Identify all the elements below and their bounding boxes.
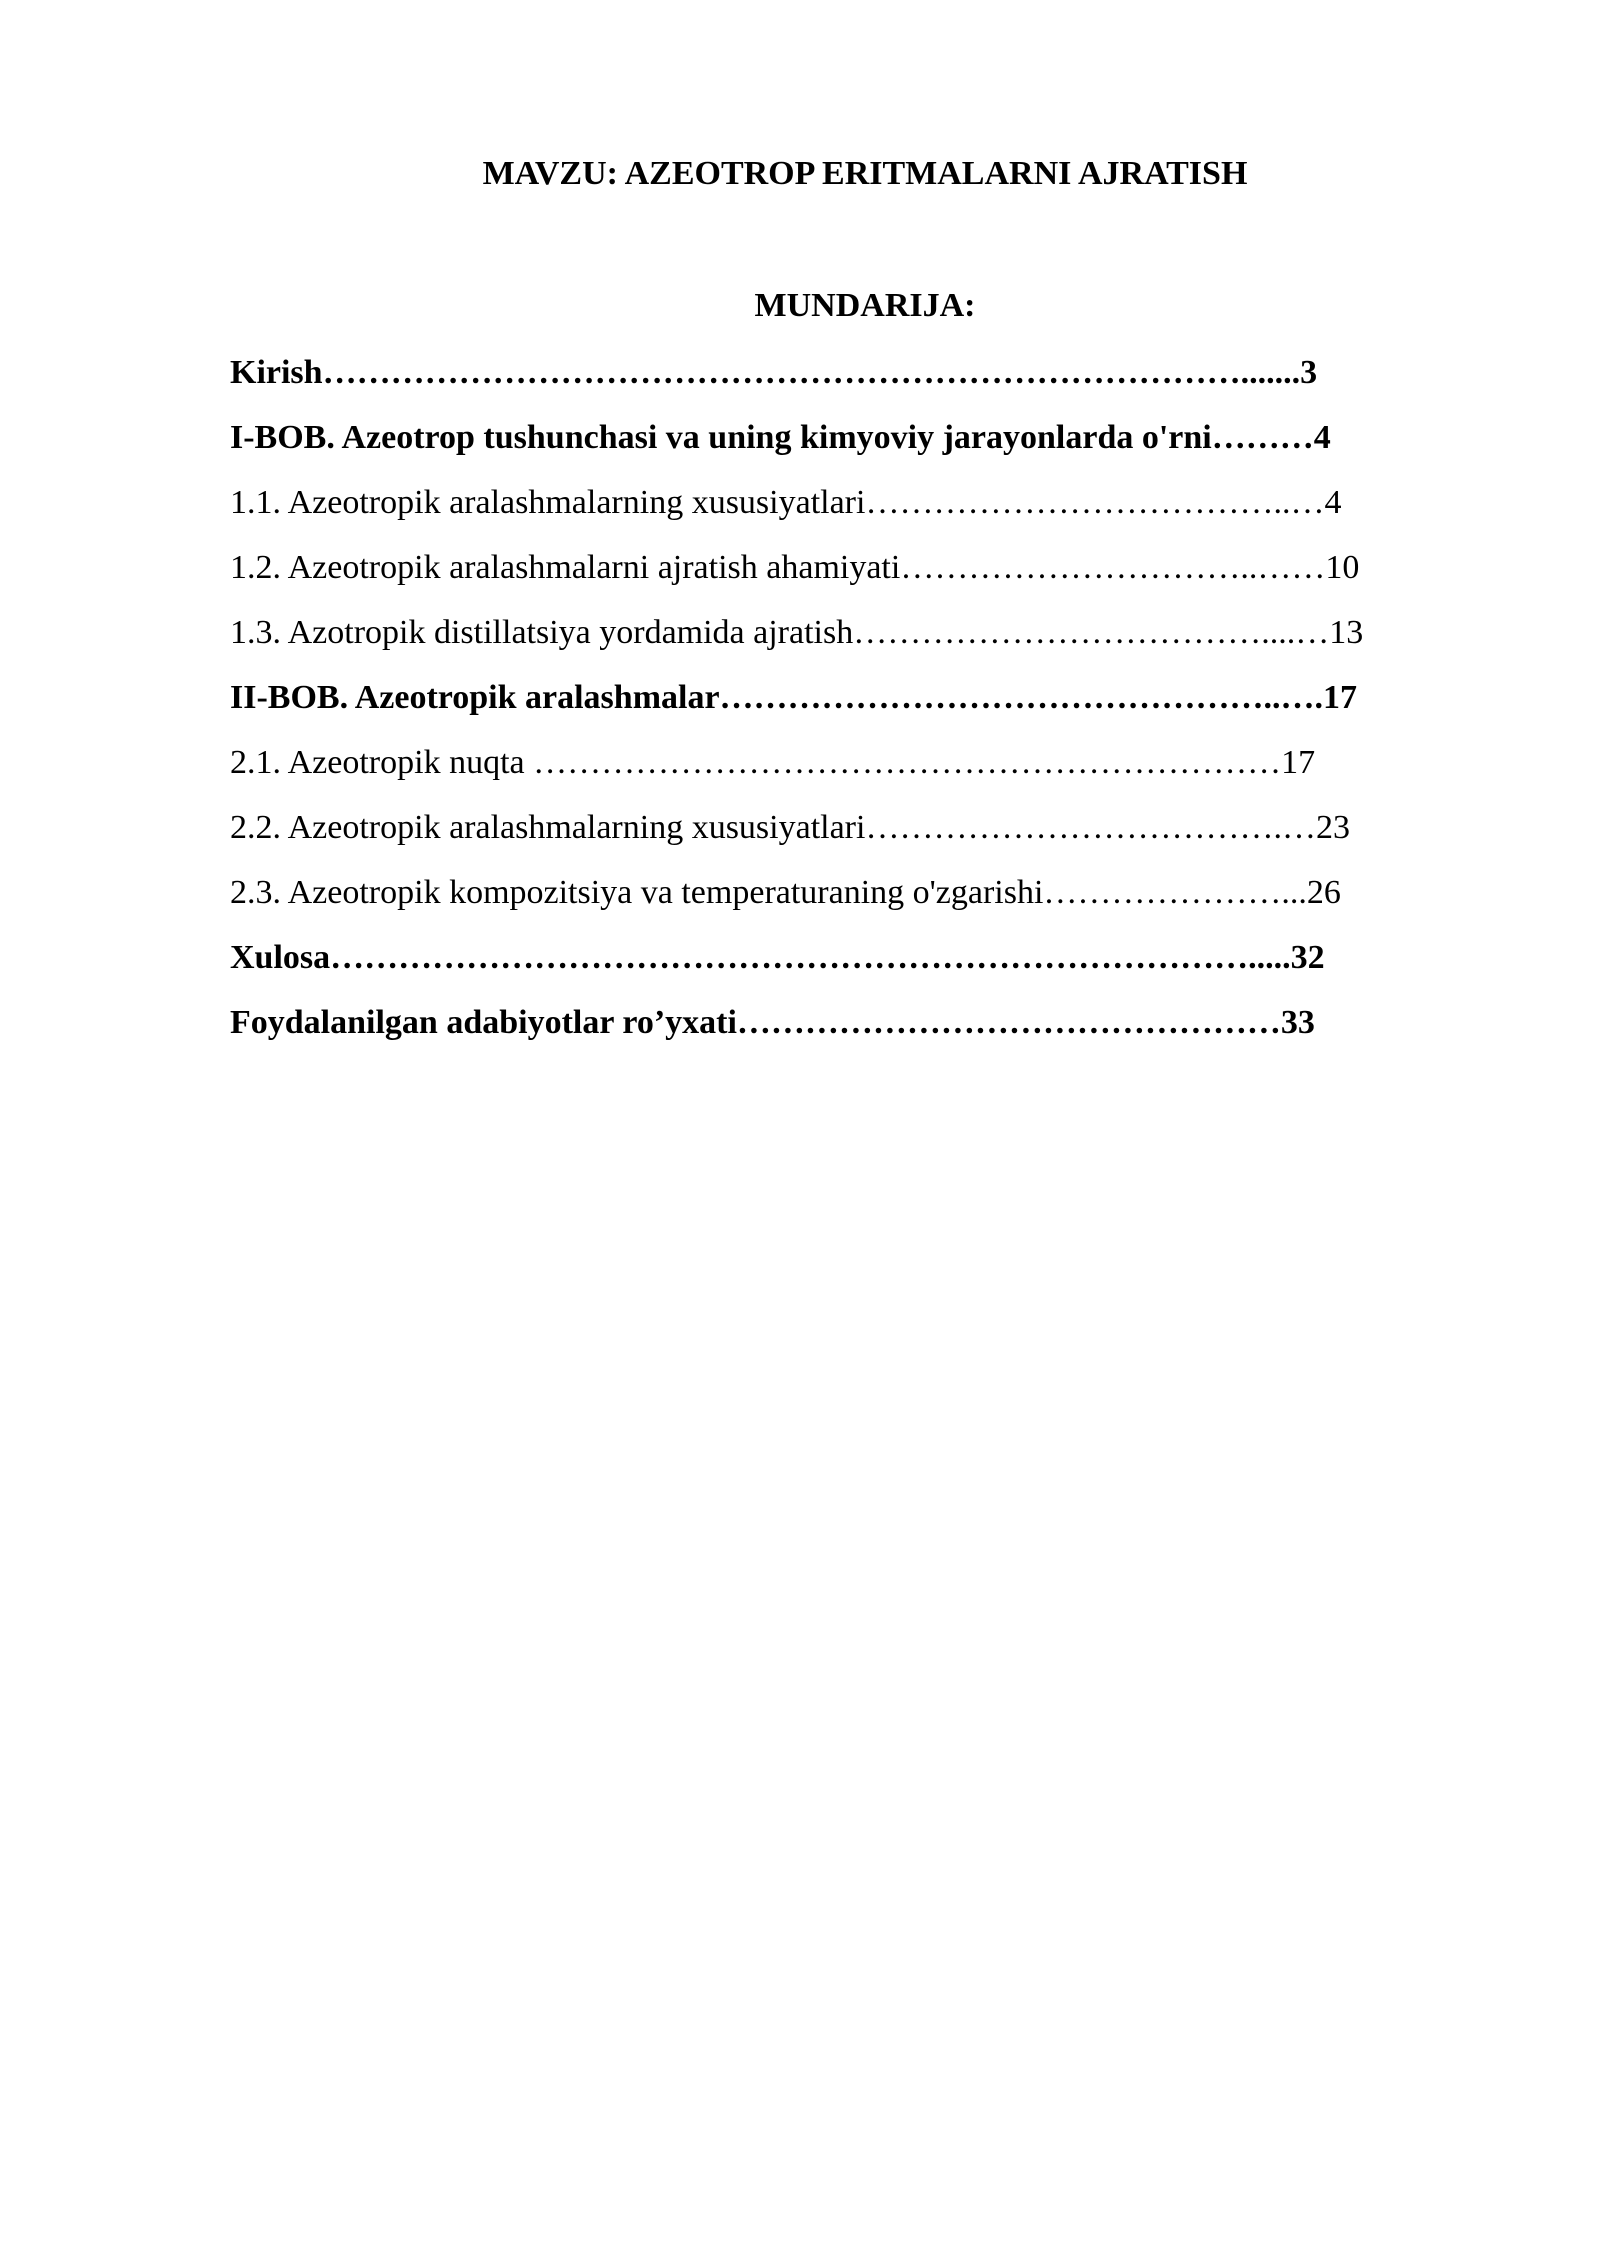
toc-entry-section-2-3: 2.3. Azeotropik kompozitsiya va temperaturaning o'zgarishi…………………...26 (230, 874, 1341, 911)
toc-entry-section-1-1: 1.1. Azeotropik aralashmalarning xususiyatlari………………………………..…4 (230, 484, 1342, 521)
toc-entry-chapter-1: I-BOB. Azeotrop tushunchasi va uning kimyoviy jarayonlarda o'rni………4 (230, 419, 1331, 456)
toc-entry-section-2-2: 2.2. Azeotropik aralashmalarning xususiyatlari……………………………….…23 (230, 809, 1350, 846)
toc-entry-chapter-2: II-BOB. Azeotropik aralashmalar…………………………………………..….17 (230, 679, 1358, 716)
toc-heading: MUNDARIJA: (754, 287, 976, 324)
toc-entry-kirish: Kirish……………………………………………………………………….......3 (230, 354, 1318, 391)
toc-entry-references: Foydalanilgan adabiyotlar ro’yxati…………………………………………33 (230, 1004, 1315, 1041)
toc-entry-xulosa: Xulosa……………………………………………………………………….....32 (230, 939, 1325, 976)
toc-entry-section-1-3: 1.3. Azotropik distillatsiya yordamida ajratish………………………………....…13 (230, 614, 1364, 651)
document-title: MAVZU: AZEOTROP ERITMALARNI AJRATISH (482, 155, 1248, 192)
toc-entry-section-1-2: 1.2. Azeotropik aralashmalarni ajratish ahamiyati…………………………..……10 (230, 549, 1360, 586)
toc-entry-section-2-1: 2.1. Azeotropik nuqta …………………………………………………………17 (230, 744, 1316, 781)
